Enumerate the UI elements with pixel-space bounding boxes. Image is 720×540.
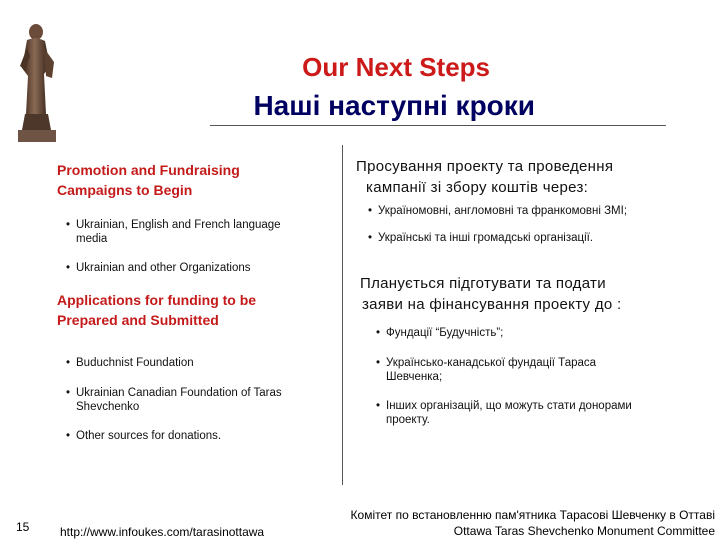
right-section2-heading-line1: Планується підготувати та подати bbox=[360, 275, 606, 292]
bullet-text-line1: Фундації “Будучність”; bbox=[386, 327, 504, 339]
bullet-text-line2: Шевченка; bbox=[386, 371, 443, 383]
right-section2-heading-line2: заяви на фінансування проекту до : bbox=[362, 296, 622, 313]
list-item bbox=[376, 356, 596, 384]
bullet-text-line1: Українсько-канадської фундації Тараса bbox=[386, 357, 597, 369]
bullet-text-line1: Інших організацій, що можуть стати донорами bbox=[386, 400, 632, 412]
left-section2-heading bbox=[57, 290, 256, 330]
right-section1-heading-line2: кампанії зі збору коштів через: bbox=[366, 179, 589, 196]
bullet-text-line1: Ukrainian and other Organizations bbox=[76, 262, 251, 274]
list-item bbox=[66, 218, 281, 246]
list-item bbox=[368, 204, 627, 218]
bullet-dot-icon: • bbox=[66, 430, 71, 442]
left-section1-heading-line1: Promotion and Fundraising bbox=[57, 162, 240, 178]
left-section2-heading-line1: Applications for funding to be bbox=[57, 292, 257, 308]
bullet-dot-icon: • bbox=[376, 357, 381, 369]
bullet-text-line2: проекту. bbox=[386, 414, 430, 426]
bullet-text-line2: Shevchenko bbox=[76, 401, 140, 413]
right-section1-heading-line1: Просування проекту та проведення bbox=[356, 158, 614, 175]
bullet-dot-icon: • bbox=[368, 205, 373, 217]
bullet-dot-icon: • bbox=[376, 400, 381, 412]
bullet-dot-icon: • bbox=[66, 262, 71, 274]
bullet-dot-icon: • bbox=[66, 387, 71, 399]
bullet-text-line1: Ukrainian Canadian Foundation of Taras bbox=[76, 387, 282, 399]
bullet-dot-icon: • bbox=[368, 232, 373, 244]
left-section2-heading-line2: Prepared and Submitted bbox=[57, 312, 219, 328]
list-item bbox=[66, 261, 251, 275]
list-item bbox=[376, 326, 503, 340]
list-item bbox=[368, 231, 593, 245]
title-divider bbox=[210, 125, 666, 126]
right-section2-heading bbox=[352, 273, 621, 315]
right-section1-heading bbox=[356, 156, 613, 198]
bullet-dot-icon: • bbox=[66, 219, 71, 231]
bullet-text-line1: Buduchnist Foundation bbox=[76, 357, 194, 369]
bullet-text-line1: Other sources for donations. bbox=[76, 430, 222, 442]
left-section1-heading bbox=[57, 160, 240, 200]
bullet-text-line1: Україномовні, англомовні та франкомовні ЗМІ; bbox=[378, 205, 628, 217]
footer-committee bbox=[340, 507, 715, 539]
footer-committee-english: Ottawa Taras Shevchenko Monument Committee bbox=[453, 524, 715, 538]
page-number: 15 bbox=[16, 520, 30, 534]
bullet-text-line1: Українські та інші громадські організації. bbox=[378, 232, 594, 244]
page-title-english: Our Next Steps bbox=[302, 52, 490, 82]
bullet-text-line2: media bbox=[76, 233, 108, 245]
footer-committee-ukrainian: Комітет по встановленню пам'ятника Тарасові Шевченку в Оттаві bbox=[350, 508, 715, 522]
list-item bbox=[376, 399, 632, 427]
bullet-dot-icon: • bbox=[66, 357, 71, 369]
bullet-text-line1: Ukrainian, English and French language bbox=[76, 219, 281, 231]
shevchenko-statue-icon bbox=[10, 18, 70, 146]
column-divider bbox=[342, 145, 343, 485]
page-title-ukrainian: Наші наступні кроки bbox=[253, 90, 535, 121]
list-item bbox=[66, 429, 221, 443]
list-item bbox=[66, 356, 194, 370]
footer-url-link[interactable]: http://www.infoukes.com/tarasinottawa bbox=[60, 525, 265, 539]
list-item bbox=[66, 386, 282, 414]
left-section1-heading-line2: Campaigns to Begin bbox=[57, 182, 193, 198]
bullet-dot-icon: • bbox=[376, 327, 381, 339]
